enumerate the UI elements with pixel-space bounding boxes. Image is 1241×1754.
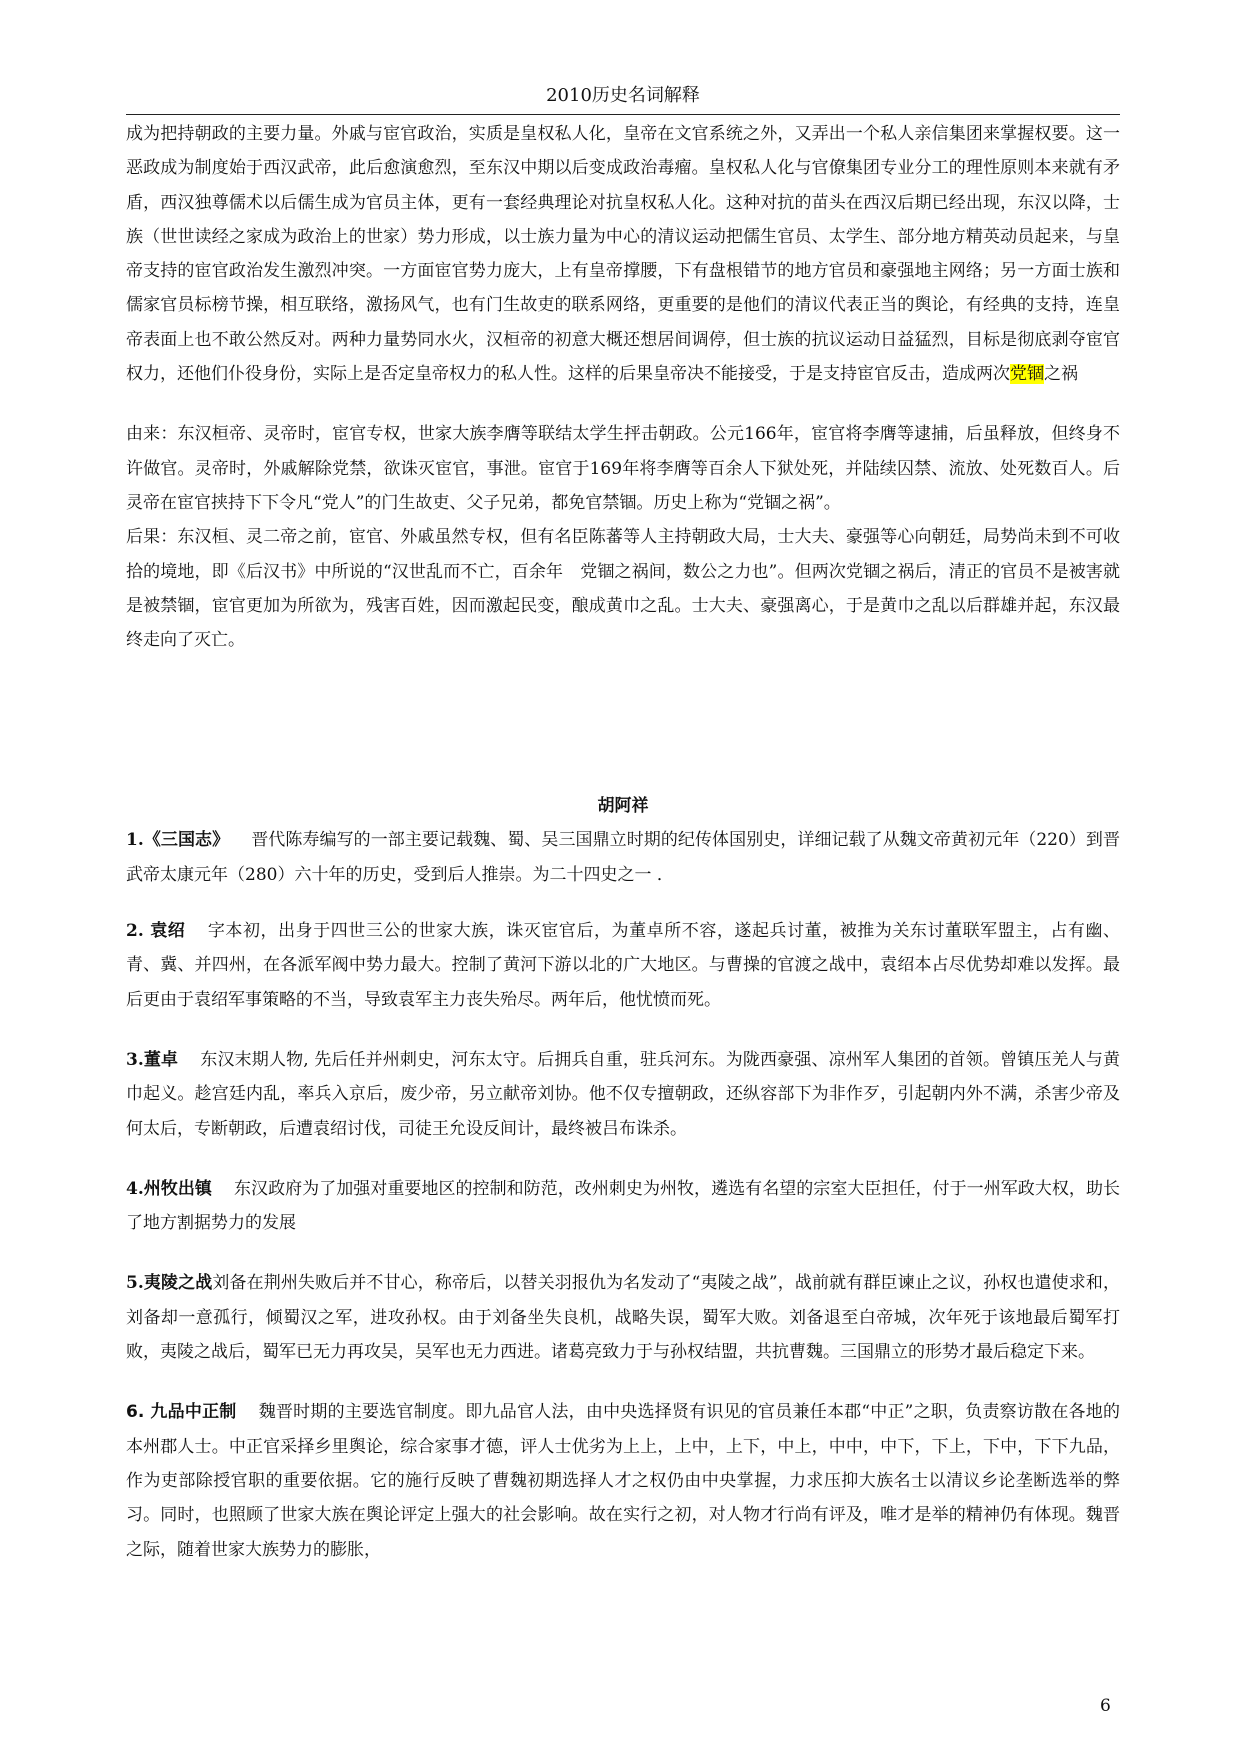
entry-term: 1.《三国志》 <box>126 830 230 851</box>
entry-text: 东汉政府为了加强对重要地区的控制和防范，改州刺史为州牧，遴选有名望的宗室大臣担任，付于一州军政大权，助长了地方割据势力的发展 <box>126 1178 1121 1234</box>
entry-text: 刘备在荆州失败后并不甘心，称帝后，以替关羽报仇为名发动了“夷陵之战”，战前就有群臣谏止之议，孙权也遣使求和，刘备却一意孤行，倾蜀汉之军，进攻孙权。由于刘备坐失良机，战略失误，蜀军大败。刘备退至白帝城，次年死于该地最后蜀军打败，夷陵之战后，蜀军已无力再攻吴，吴军也无力西进。诸葛亮致力于与孙权结盟，共抗曹魏。三国鼎立的形势才最后稳定下来。 <box>126 1273 1120 1363</box>
entry-term: 4.州牧出镇 <box>126 1178 212 1199</box>
entry-text: 东汉末期人物, 先后任并州刺史，河东太守。后拥兵自重，驻兵河东。为陇西豪强、凉州军人集团的首领。曾镇压羌人与黄巾起义。趁宫廷内乱，率兵入京后，废少帝，另立献帝刘协。他不仅专擅朝政，还纵容部下为非作歹，引起朝内外不满，杀害少帝及何太后，专断朝政，后遭袁绍讨伐，司徒王允设反间计，最终被吕布诛杀。 <box>126 1049 1121 1139</box>
page-content <box>126 117 1120 1567</box>
entry-text: 魏晋时期的主要选官制度。即九品官人法，由中央选择贤有识见的官员兼任本郡“中正”之职，负责察访散在各地的本州郡人士。中正官采择乡里舆论，综合家事才德，评人士优劣为上上，上中，上下，中上，中中，中下，下上，下中，下下九品，作为吏部除授官职的重要依据。它的施行反映了曹魏初期选择人才之权仍由中央掌握，力求压抑大族名士以清议乡论垄断选举的弊习。同时，也照顾了世家大族在舆论评定上强大的社会影响。故在实行之初，对人物才行尚有评及，唯才是举的精神仍有体现。魏晋之际，随着世家大族势力的膨胀， <box>126 1402 1120 1560</box>
entry-jiupin <box>126 1395 1120 1566</box>
page-number: 6 <box>1100 1696 1111 1716</box>
entry-yuanshao <box>126 914 1120 1017</box>
origin-paragraph: 由来：东汉桓帝、灵帝时，宦官专权，世家大族李膺等联结太学生抨击朝政。公元166年，宦官将李膺等逮捕，后虽释放，但终身不许做官。灵帝时，外戚解除党禁，欲诛灭宦官，事泄。宦官于169年将李膺等百余人下狱处死，并陆续囚禁、流放、处死数百人。后灵帝在宦官挟持下下令凡“党人”的门生故吏、父子兄弟，都免官禁锢。历史上称为“党锢之祸”。 <box>126 424 1120 513</box>
entry-zhoumu <box>126 1172 1120 1241</box>
entry-text: 字本初，出身于四世三公的世家大族，诛灭宦官后，为董卓所不容，遂起兵讨董，被推为关东讨董联军盟主，占有幽、青、冀、并四州，在各派军阀中势力最大。控制了黄河下游以北的广大地区。与曹操的官渡之战中，袁绍本占尽优势却难以发挥。最后更由于袁绍军事策略的不当，导致袁军主力丧失殆尽。两年后，他忧愤而死。 <box>126 921 1120 1010</box>
intro-text: 成为把持朝政的主要力量。外戚与宦官政治，实质是皇权私人化，皇帝在文官系统之外，又弄出一个私人亲信集团来掌握权要。这一恶政成为制度始于西汉武帝，此后愈演愈烈，至东汉中期以后变成政治毒瘤。皇权私人化与官僚集团专业分工的理性原则本来就有矛盾，西汉独尊儒术以后儒生成为官员主体，更有一套经典理论对抗皇权私人化。这种对抗的苗头在西汉后期已经出现，东汉以降，士族（世世读经之家成为政治上的世家）势力形成，以士族力量为中心的清议运动把儒生官员、太学生、部分地方精英动员起来，与皇帝支持的宦官政治发生激烈冲突。一方面宦官势力庞大，上有皇帝撑腰，下有盘根错节的地方官员和豪强地主网络；另一方面士族和儒家官员标榜节操，相互联络，激扬风气，也有门生故吏的联系网络，更重要的是他们的清议代表正当的舆论，有经典的支持，连皇帝表面上也不敢公然反对。两种力量势同水火，汉桓帝的初意大概还想居间调停，但士族的抗议运动日益猛烈，目标是彻底剥夺宦官权力，还他们仆役身份，实际上是否定皇帝权力的私人性。这样的后果皇帝决不能接受，于是支持宦官反击，造成两次 <box>126 124 1120 385</box>
entry-dongzhuo <box>126 1043 1120 1146</box>
page-header: 2010历史名词解释 <box>546 85 700 106</box>
intro-text-end: 之祸 <box>1044 364 1078 385</box>
header-rule <box>126 114 1120 115</box>
entry-sanguozhi <box>126 823 1120 892</box>
entry-yiling <box>126 1266 1120 1369</box>
entry-term: 6. 九品中正制 <box>126 1402 237 1423</box>
entry-text: 晋代陈寿编写的一部主要记载魏、蜀、吴三国鼎立时期的纪传体国别史，详细记载了从魏文帝黄初元年（220）到晋武帝太康元年（280）六十年的历史，受到后人推崇。为二十四史之一 ． <box>126 830 1120 885</box>
entry-term: 2. 袁绍 <box>126 921 186 942</box>
highlighted-term: 党锢 <box>1010 364 1044 385</box>
entry-term: 3.董卓 <box>126 1049 179 1070</box>
entry-term: 5.夷陵之战 <box>126 1273 213 1294</box>
result-paragraph: 后果：东汉桓、灵二帝之前，宦官、外戚虽然专权，但有名臣陈蕃等人主持朝政大局，士大夫、豪强等心向朝廷，局势尚未到不可收拾的境地，即《后汉书》中所说的“汉世乱而不亡，百余年 党锢之祸间，数公之力也”。但两次党锢之祸后，清正的官员不是被害就是被禁锢，宦官更加为所欲为，残害百姓，因而激起民变，酿成黄巾之乱。士大夫、豪强离心，于是黄巾之乱以后群雄并起，东汉最终走向了灭亡。 <box>126 527 1120 651</box>
section-author: 胡阿祥 <box>597 796 649 817</box>
intro-paragraph <box>126 117 1120 391</box>
